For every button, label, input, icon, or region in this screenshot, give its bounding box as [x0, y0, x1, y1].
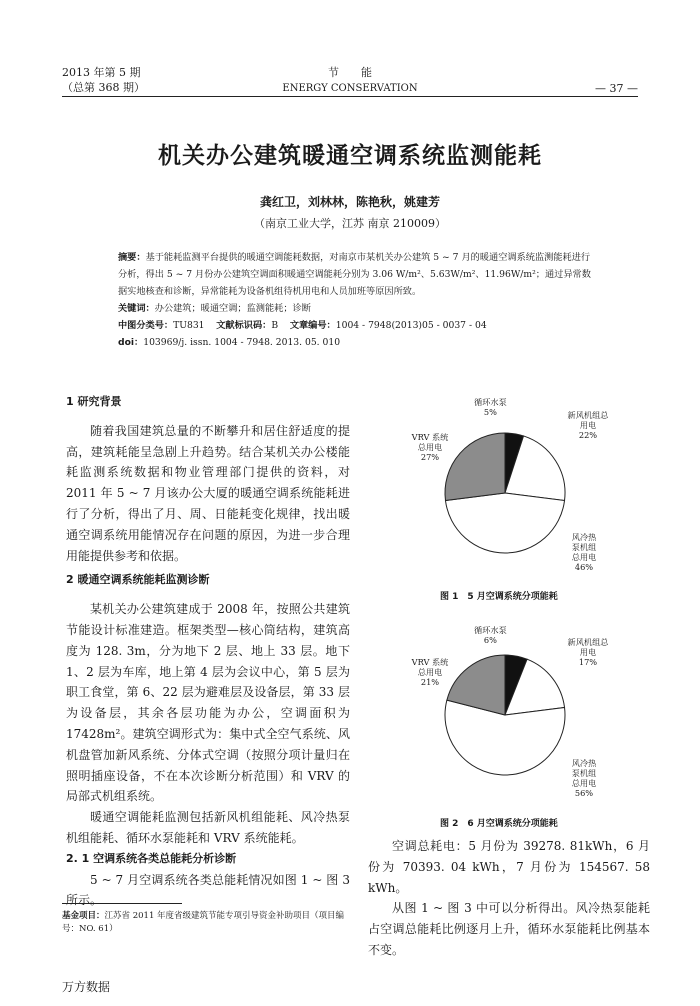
- pie-may-label-vrv-name: VRV 系统总用电: [411, 432, 449, 452]
- doi-value: 103969/j. issn. 1004 - 7948. 2013. 05. 010: [143, 337, 341, 348]
- pie-chart-june: [440, 640, 570, 790]
- pie-june-label-pump-name: 循环水泵: [474, 625, 507, 635]
- article-title: 机关办公建筑暖通空调系统监测能耗: [158, 143, 542, 169]
- pie-june-label-pump: [474, 625, 507, 645]
- artno-value: 1004 - 7948(2013)05 - 0037 - 04: [335, 320, 487, 331]
- figure-1-caption: 图 1 5 月空调系统分项能耗: [440, 592, 558, 602]
- clc-value: TU831: [173, 320, 205, 331]
- pie-june-label-fresh-air-pct: 17%: [578, 657, 598, 667]
- abstract-text: 基于能耗监测平台提供的暖通空调能耗数据，对南京市某机关办公建筑 5 ~ 7 月的暖通空调系统监测能耗进行分析，得出 5 ~ 7 月份办公建筑空调面积暖通空调能耗分别为 3.06 W/m²、5.63W/m²、11.96W/m²；通过异常数据实地核查和诊断，异常能耗为设备机组待机用电和人员加班等原因所致。: [118, 252, 591, 297]
- pie-slice-3: [445, 433, 505, 501]
- footnote-rule: [62, 903, 182, 904]
- pie-may-label-vrv-pct: 27%: [420, 452, 440, 462]
- pie-june-label-heat-pump-pct: 56%: [574, 788, 594, 798]
- pie-june-label-heat-pump: [568, 758, 600, 798]
- pie-may-label-heat-pump-pct: 46%: [574, 562, 594, 572]
- doi-line: [118, 334, 596, 351]
- footnote: [62, 910, 352, 936]
- abstract-block: [118, 249, 596, 351]
- pie-may-label-fresh-air: [566, 410, 610, 440]
- figure-2-caption: 图 2 6 月空调系统分项能耗: [440, 819, 558, 829]
- keywords-text: 办公建筑；暖通空调；监测能耗；诊断: [154, 303, 311, 314]
- pie-june-label-pump-pct: 6%: [483, 635, 497, 645]
- pie-may-slices: [445, 433, 565, 553]
- authors: 龚红卫，刘林林，陈艳秋，姚建芳: [259, 195, 440, 209]
- section-1-paragraph: 随着我国建筑总量的不断攀升和居住舒适度的提高，建筑耗能呈急剧上升趋势。结合某机关办公楼能耗监测系统数据和物业管理部门提供的资料，对 2011 年 5 ~ 7 月该办公大厦的暖通空调系统能耗进行了分析，得出了月、周、日能耗变化规律，找出暖通空调系统用能情况存在问题的原因，为进一步合理用能提供参考和依据。: [66, 423, 350, 563]
- section-1-heading: 1 研究背景: [66, 395, 122, 408]
- journal-name-cn: 节 能: [328, 66, 372, 79]
- abstract: [118, 249, 596, 300]
- pie-june-label-vrv: [410, 657, 450, 687]
- page-number: — 37 —: [595, 82, 638, 95]
- pie-june-label-fresh-air-name: 新风机组总用电: [567, 637, 609, 657]
- right-paragraph-2: 从图 1 ~ 图 3 中可以分析得出。风冷热泵能耗占空调总能耗比例逐月上升，循环水泵能耗比例基本不变。: [368, 901, 650, 957]
- right-column-text: [368, 836, 650, 961]
- artno-label: 文章编号：: [289, 320, 336, 331]
- issue-year: 2013 年第 5 期: [62, 66, 141, 79]
- doccode-value: B: [271, 320, 279, 331]
- pie-slice-2: [445, 493, 564, 553]
- watermark: 万方数据: [62, 980, 111, 994]
- left-column: [66, 392, 350, 911]
- journal-name-en: ENERGY CONSERVATION: [282, 83, 418, 94]
- doi-label: doi：: [118, 337, 144, 348]
- pie-chart-may: [440, 418, 570, 568]
- header-rule: [62, 96, 638, 97]
- section-2-heading: 2 暖通空调系统能耗监测诊断: [66, 573, 210, 587]
- pie-june-label-heat-pump-name: 风冷热泵机组总用电: [571, 758, 597, 788]
- pie-may-label-pump-pct: 5%: [483, 407, 497, 417]
- pie-may-label-vrv: [410, 432, 450, 462]
- section-2-1-heading: 2. 1 空调系统各类总能耗分析诊断: [66, 851, 237, 865]
- right-paragraph-1: 空调总耗电：5 月份为 39278. 81kWh，6 月份为 70393. 04 kWh，7 月份为 154567. 58 kWh。: [368, 839, 650, 895]
- section-2-paragraph-1: 某机关办公建筑建成于 2008 年，按照公共建筑节能设计标准建造。框架类型—核心筒结构，建筑高度为 128. 3m，分为地下 2 层、地上 33 层。地下 1、2 层为车库，地上第 4 层为会议中心，第 5 层为职工食堂，第 6、22 层为避难层及设备层，第 33 层为设备层，其余各层功能为办公，空调面积为 17428m²。建筑空调形式为：集中式全空气系统、风机盘管加新风系统、分体式空调（按照分项计量归在照明插座设备，不在本次诊断分析范围）和 VRV 的局部式机组系统。: [66, 602, 350, 804]
- abstract-label: 摘要：: [118, 252, 146, 263]
- pie-may-label-heat-pump: [568, 532, 600, 572]
- pie-may-label-pump-name: 循环水泵: [474, 397, 507, 407]
- keywords: [118, 300, 596, 317]
- issue-total: （总第 368 期）: [62, 81, 145, 94]
- classification-line: [118, 317, 596, 334]
- doccode-label: 文献标识码：: [216, 320, 272, 331]
- section-2-paragraph-2: 暖通空调能耗监测包括新风机组能耗、风冷热泵机组能耗、循环水泵能耗和 VRV 系统能耗。: [66, 810, 350, 845]
- footnote-label: 基金项目：: [62, 911, 105, 921]
- pie-may-label-fresh-air-name: 新风机组总用电: [567, 410, 609, 430]
- affiliation: （南京工业大学，江苏 南京 210009）: [254, 217, 446, 230]
- section-2-1-paragraph: 5 ~ 7 月空调系统各类总能耗情况如图 1 ~ 图 3 所示。: [66, 872, 350, 908]
- pie-may-label-pump: [474, 397, 507, 417]
- pie-may-label-heat-pump-name: 风冷热泵机组总用电: [571, 532, 597, 562]
- keywords-label: 关键词：: [118, 303, 155, 314]
- footnote-text: 江苏省 2011 年度省级建筑节能专项引导资金补助项目（项目编号：NO. 61）: [62, 911, 345, 934]
- pie-june-label-vrv-name: VRV 系统总用电: [411, 657, 449, 677]
- clc-label: 中图分类号：: [118, 320, 174, 331]
- pie-june-label-fresh-air: [566, 637, 610, 667]
- pie-june-slices: [445, 655, 565, 775]
- pie-may-label-fresh-air-pct: 22%: [578, 430, 598, 440]
- pie-june-label-vrv-pct: 21%: [420, 677, 440, 687]
